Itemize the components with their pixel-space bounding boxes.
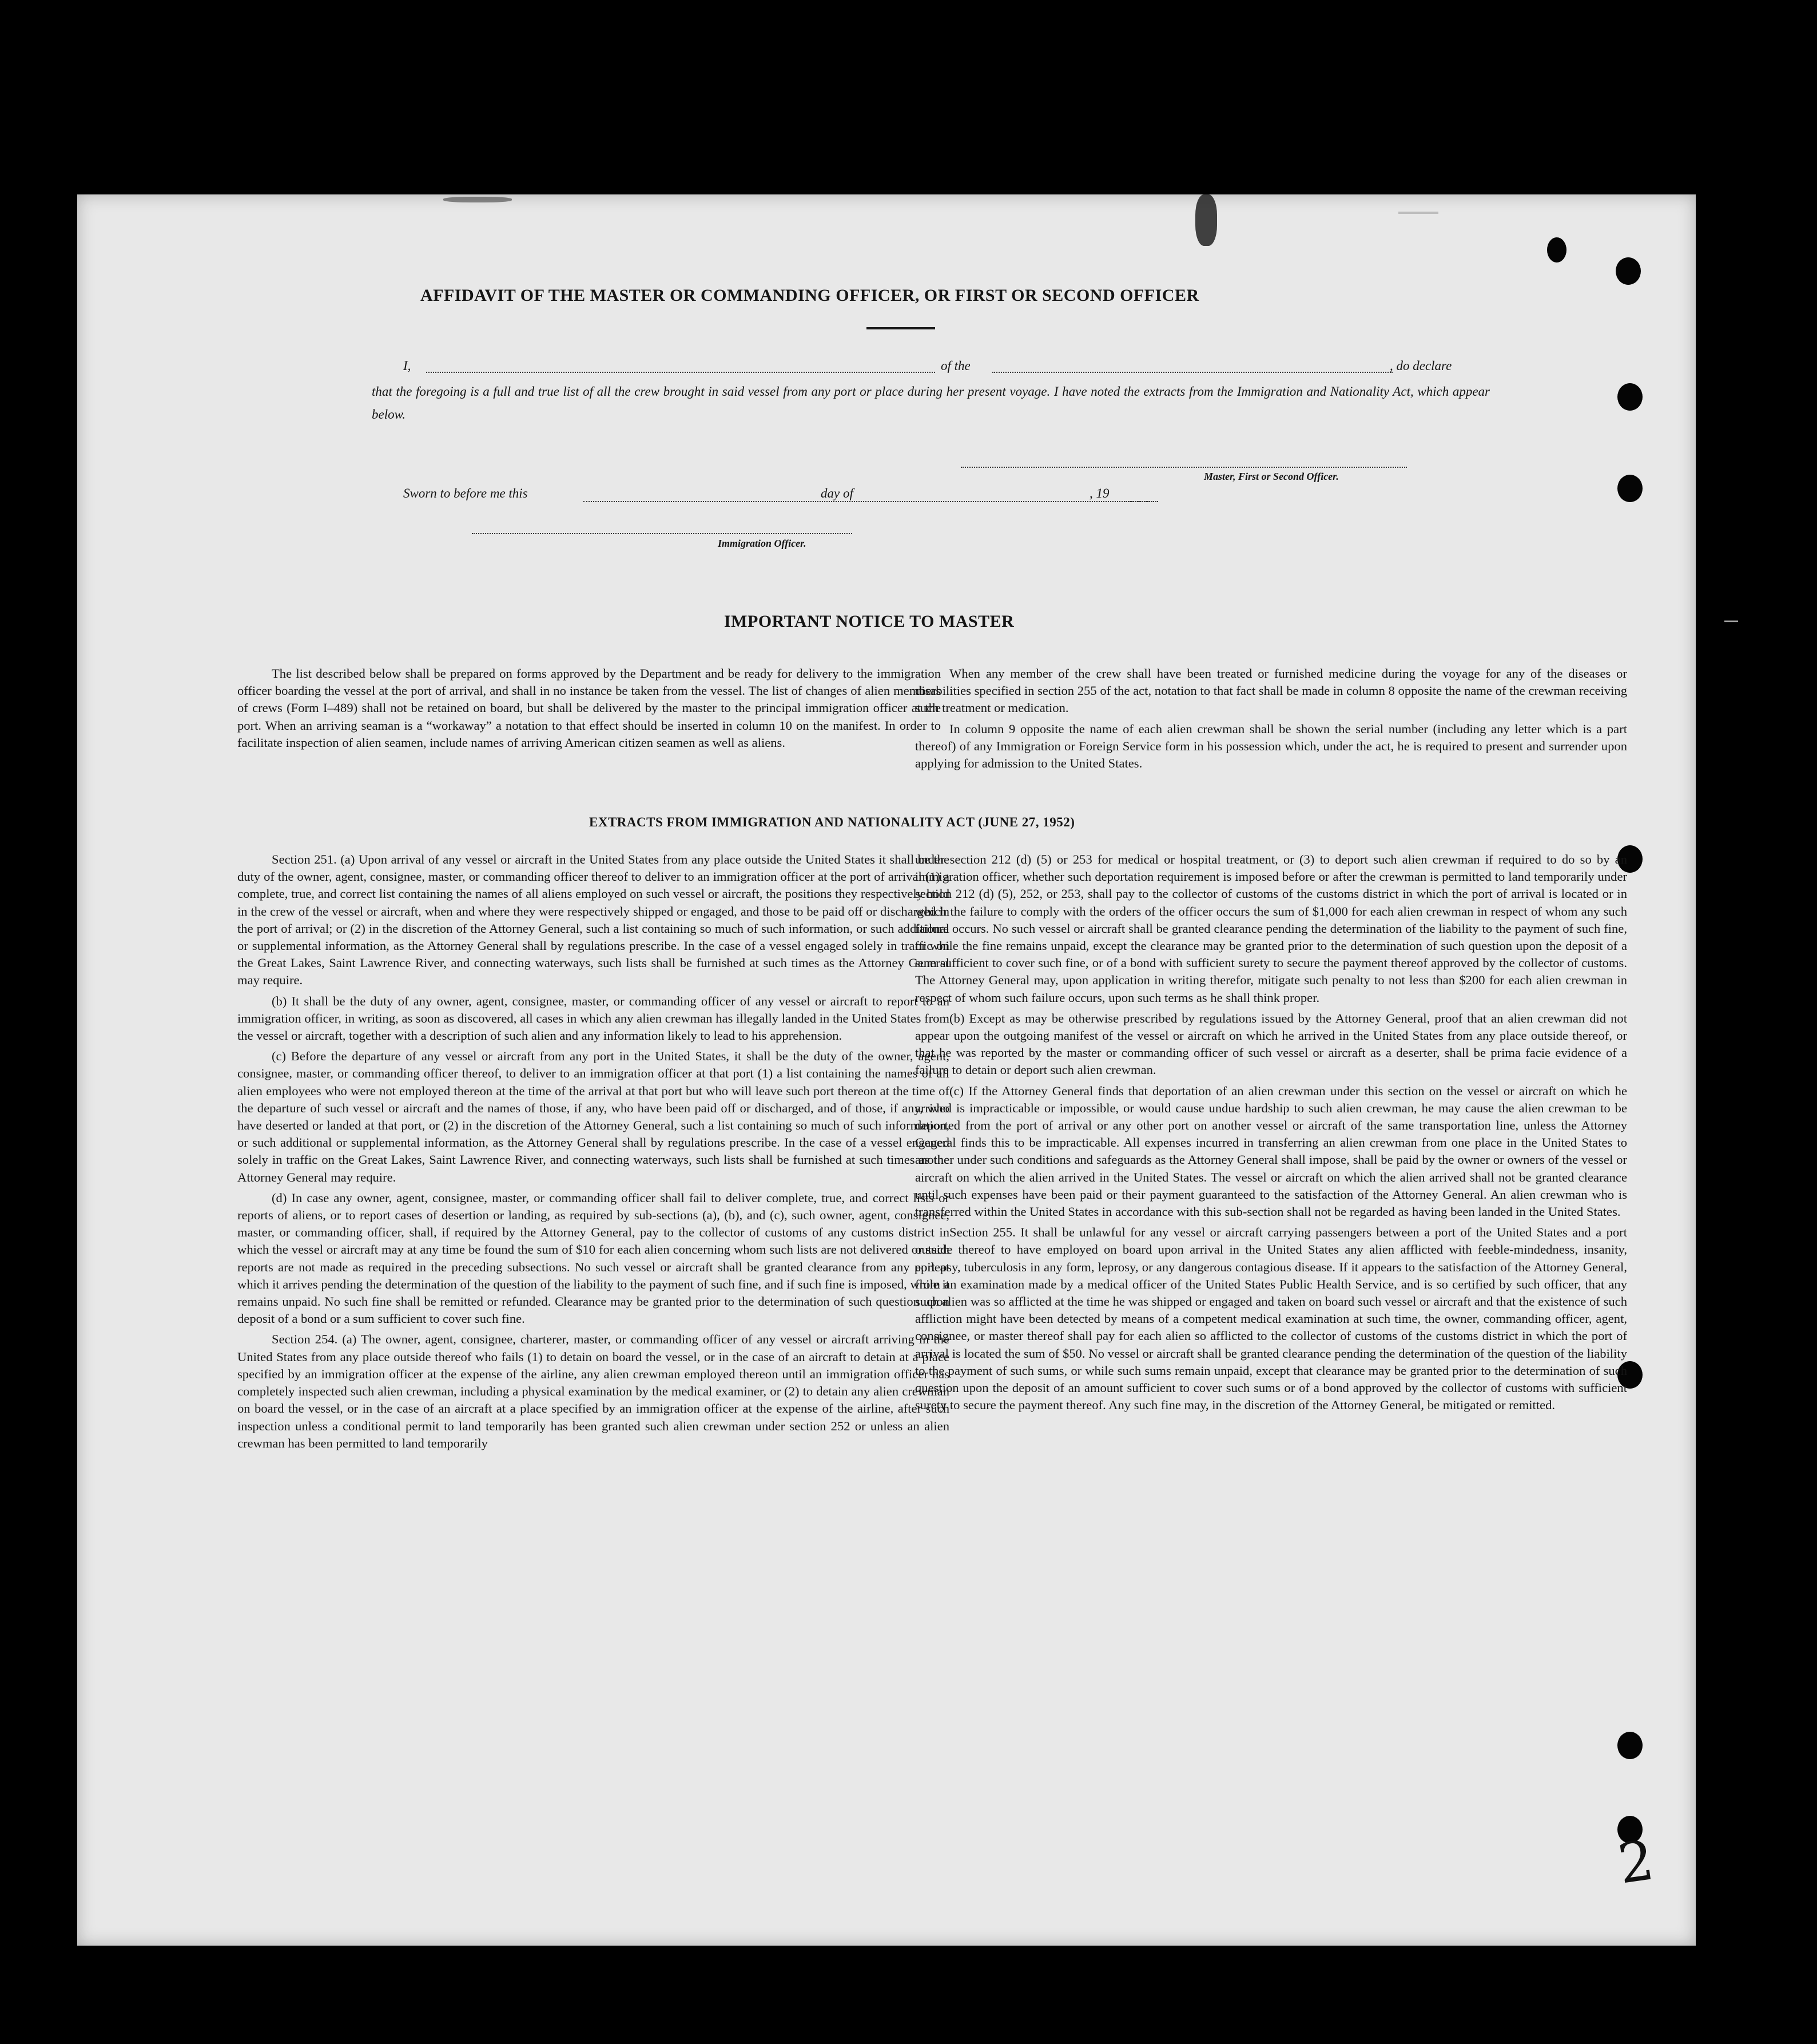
day-of: day of bbox=[821, 486, 853, 500]
sworn-day-blank bbox=[583, 501, 889, 502]
section-251-c: (c) Before the departure of any vessel or aircraft from any port in the United States, it shall be the duty of the owner, agent, consignee, master, or commanding officer thereof, to deliver to an immigration officer at that port (1) a list containing the names of all alien employees who were not employed thereon at the time of the arrival at that port but who will leave such port thereon at the time of the departure of such vessel or aircraft and the names of those, if any, who have been paid off or discharged, and of those, if any, who have deserted or landed at that port, or (2) in the discretion of the Attorney General, such a list containing so much of such information, or such additional or supplemental information, as the Attorney General shall by regulations prescribe. In the case of a vessel engaged solely in traffic on the Great Lakes, Saint Lawrence River, and connecting waterways, such lists shall be furnished at such times as the Attorney General may require. bbox=[237, 1049, 949, 1184]
extracts-title: EXTRACTS FROM IMMIGRATION AND NATIONALITY ACT (JUNE 27, 1952) bbox=[589, 815, 1075, 829]
handwritten-page-mark: 2 bbox=[1614, 1828, 1658, 1896]
affidavit-of-the: of the bbox=[941, 359, 971, 373]
year-blank bbox=[1124, 501, 1158, 502]
affidavit-title: AFFIDAVIT OF THE MASTER OR COMMANDING OFFICER, OR FIRST OR SECOND OFFICER bbox=[420, 286, 1199, 305]
ink-smudge-top-center bbox=[1195, 194, 1217, 246]
ink-smudge-top-left bbox=[443, 197, 512, 202]
extracts-left-column bbox=[237, 851, 949, 1456]
immigration-officer-signature-line bbox=[472, 533, 852, 534]
immigration-officer-caption: Immigration Officer. bbox=[718, 538, 806, 549]
document-page bbox=[77, 194, 1696, 1946]
punch-hole bbox=[1617, 1732, 1643, 1759]
punch-hole bbox=[1616, 257, 1641, 285]
section-251-d: (d) In case any owner, agent, consignee, master, or commanding officer shall fail to deliver complete, true, and correct lists or reports of aliens, or to report cases of desertion or landing, as required by sub-sections (a), (b), and (c), such owner, agent, consignee, master, or commanding officer, shall, if required by the Attorney General, pay to the collector of customs of any customs district in which the vessel or aircraft may at any time be found the sum of $10 for each alien concerning whom such lists are not delivered or such reports are not made as required in the preceding subsections. No such vessel or aircraft shall be granted clearance from any port at which it arrives pending the determination of the question of the liability to the payment of such fine, and if such fine is imposed, while it remains unpaid. No such fine shall be remitted or refunded. Clearance may be granted prior to the determination of such question upon deposit of a bond or a sum sufficient to cover such fine. bbox=[237, 1190, 949, 1326]
notice-left-paragraph: The list described below shall be prepared on forms approved by the Department and be ready for delivery to the immigration officer boarding the vessel at the port of arrival, and shall in no instance be taken from the vessel. The list of changes of alien members of crews (Form I–489) shall not be retained on board, but shall be delivered by the master to the principal immigration officer at the port. When an arriving seaman is a “workaway” a notation to that effect should be inserted in column 10 on the manifest. In order to facilitate inspection of alien seamen, include names of arriving American citizen seamen as well as aliens. bbox=[237, 666, 941, 750]
name-blank bbox=[426, 372, 935, 373]
section-254-c: (c) If the Attorney General finds that deportation of an alien crewman under this section on the vessel or aircraft on which he arrived is impracticable or impossible, or would cause undue hardship to such alien crewman, he may cause the alien crewman to be deported from the port of arrival or any other port on another vessel or aircraft of the same transportation line, unless the Attorney General finds this to be impracticable. All expenses incurred in transferring an alien crewman from one place in the United States to another under such conditions and safeguards as the Attorney General shall impose, shall be paid by the owner or owners of the vessel or aircraft on which the alien arrived in the United States. The vessel or aircraft on which the alien arrived shall not be granted clearance until such expenses have been paid or their payment guaranteed to the satisfaction of the Attorney General. An alien crewman who is transferred within the United States in accordance with this sub-section shall not be regarded as having been landed in the United States. bbox=[915, 1083, 1627, 1219]
year-prefix: , 19 bbox=[1090, 486, 1110, 500]
notice-right-column bbox=[915, 665, 1627, 776]
section-254-a: Section 254. (a) The owner, agent, consignee, charterer, master, or commanding officer of any vessel or aircraft arriving in the United States from any place outside thereof who fails (1) to detain on board the vessel, or in the case of an aircraft to detain at a place specified by an immigration officer at the expense of the airline, any alien crewman employed thereon until an immigration officer has completely inspected such alien crewman, including a physical examination by the medical examiner, or (2) to detain any alien crewman on board the vessel, or in the case of an aircraft at a place specified by an immigration officer at the expense of the airline, after such inspection unless a conditional permit to land temporarily has been granted such alien crewman under section 252 or unless an alien crewman has been permitted to land temporarily bbox=[237, 1332, 949, 1450]
master-signature-line bbox=[961, 467, 1407, 468]
punch-hole bbox=[1617, 383, 1643, 411]
top-edge-mark bbox=[1398, 212, 1438, 214]
affidavit-i: I, bbox=[403, 359, 411, 373]
notice-right-paragraph-1: When any member of the crew shall have been treated or furnished medicine during the voyage for any of the diseases or disabilities specified in section 255 of the act, notation to that fact shall be made in column 8 opposite the name of the crewman receiving such treatment or medication. bbox=[915, 666, 1627, 715]
affidavit-declaration: that the foregoing is a full and true list of all the crew brought in said vessel from any port or place during her present voyage. I have noted the extracts from the Immigration and Nationality Act, which appear below. bbox=[372, 384, 1490, 421]
punch-hole bbox=[1547, 237, 1566, 263]
section-255: Section 255. It shall be unlawful for any vessel or aircraft carrying passengers between a port of the United States and a port outside thereof to have employed on board upon arrival in the United States any alien afflicted with feeble-mindedness, insanity, epilepsy, tuberculosis in any form, leprosy, or any dangerous contagious disease. If it appears to the satisfaction of the Attorney General, from an examination made by a medical officer of the United States Public Health Service, and is so certified by such officer, that any such alien was so afflicted at the time he was shipped or engaged and taken on board such vessel or aircraft and that the existence of such affliction might have been detected by means of a competent medical examination at such time, the owner, commanding officer, agent, consignee, or master thereof shall pay for each alien so afflicted to the collector of customs of the customs district in which the port of arrival is located the sum of $50. No vessel or aircraft shall be granted clearance pending the determination of the question of the liability to the payment of such sums, or while such sums remain unpaid, except that clearance may be granted prior to the determination of such question upon the deposit of an amount sufficient to cover such sums or of a bond approved by the collector of customs with sufficient surety to secure the payment thereof. Any such fine may, in the discretion of the Attorney General, be mitigated or remitted. bbox=[915, 1225, 1627, 1413]
notice-right-paragraph-2: In column 9 opposite the name of each alien crewman shall be shown the serial number (including any letter which is a part thereof) of any Immigration or Foreign Service form in his possession which, under the act, he is required to present and surrender upon applying for admission to the United States. bbox=[915, 721, 1627, 771]
notice-title: IMPORTANT NOTICE TO MASTER bbox=[724, 612, 1015, 631]
master-caption: Master, First or Second Officer. bbox=[1204, 471, 1339, 482]
extracts-right-column bbox=[915, 851, 1627, 1418]
vessel-blank bbox=[992, 372, 1393, 373]
sworn-before: Sworn to before me this bbox=[403, 486, 528, 500]
punch-hole bbox=[1617, 475, 1643, 502]
sworn-month-blank bbox=[872, 501, 1152, 502]
affidavit-do-declare: , do declare bbox=[1390, 359, 1452, 373]
section-254-b: (b) Except as may be otherwise prescribed by regulations issued by the Attorney General, proof that an alien crewman did not appear upon the outgoing manifest of the vessel or aircraft on which he arrived in the United States from any place outside thereof, or that he was reported by the master or commanding officer of such vessel or aircraft as a deserter, shall be prima facie evidence of a failure to detain or deport such alien crewman. bbox=[915, 1011, 1627, 1077]
scan-speck bbox=[1724, 621, 1738, 622]
notice-left-column bbox=[237, 665, 941, 755]
section-251-b: (b) It shall be the duty of any owner, agent, consignee, master, or commanding officer of any vessel or aircraft to report to an immigration officer, in writing, as soon as discovered, all cases in which any alien crewman has illegally landed in the United States from the vessel or aircraft, together with a description of such alien and any information likely to lead to his apprehension. bbox=[237, 993, 949, 1043]
section-251-a: Section 251. (a) Upon arrival of any vessel or aircraft in the United States from any place outside the United States it shall be the duty of the owner, agent, consignee, master, or commanding officer thereof to deliver to an immigration officer at the port of arrival (1) a complete, true, and correct list containing the names of all aliens employed on such vessel or aircraft, the positions they respectively hold in the crew of the vessel or aircraft, when and where they were respectively shipped or engaged, and those to be paid off or discharged in the port of arrival; or (2) in the discretion of the Attorney General, such a list containing so much of such information, or such additional or supplemental information, as the Attorney General shall by regulations prescribe. In the case of a vessel engaged solely in traffic on the Great Lakes, Saint Lawrence River, and connecting waterways, such lists shall be furnished at such times as the Attorney General may require. bbox=[237, 852, 949, 988]
title-underline bbox=[866, 327, 935, 329]
section-254-a-continued: under section 212 (d) (5) or 253 for medical or hospital treatment, or (3) to deport such alien crewman if required to do so by an immigration officer, whether such deportation requirement is imposed before or after the crewman is permitted to land temporarily under section 212 (d) (5), 252, or 253, shall pay to the collector of customs of the customs district in which the port of arrival is located or in which the failure to comply with the orders of the officer occurs the sum of $1,000 for each alien crewman in respect of whom any such failure occurs. No such vessel or aircraft shall be granted clearance pending the determination of the liability to the payment of such fine, or while the fine remains unpaid, except the clearance may be granted prior to the determination of such question upon the deposit of a sum sufficient to cover such fine, or of a bond with sufficient surety to secure the payment thereof approved by the collector of customs. The Attorney General may, upon application in writing therefor, mitigate such penalty to not less than $200 for each alien crewman in respect of whom such failure occurs, upon such terms as he shall think proper. bbox=[915, 852, 1627, 1005]
